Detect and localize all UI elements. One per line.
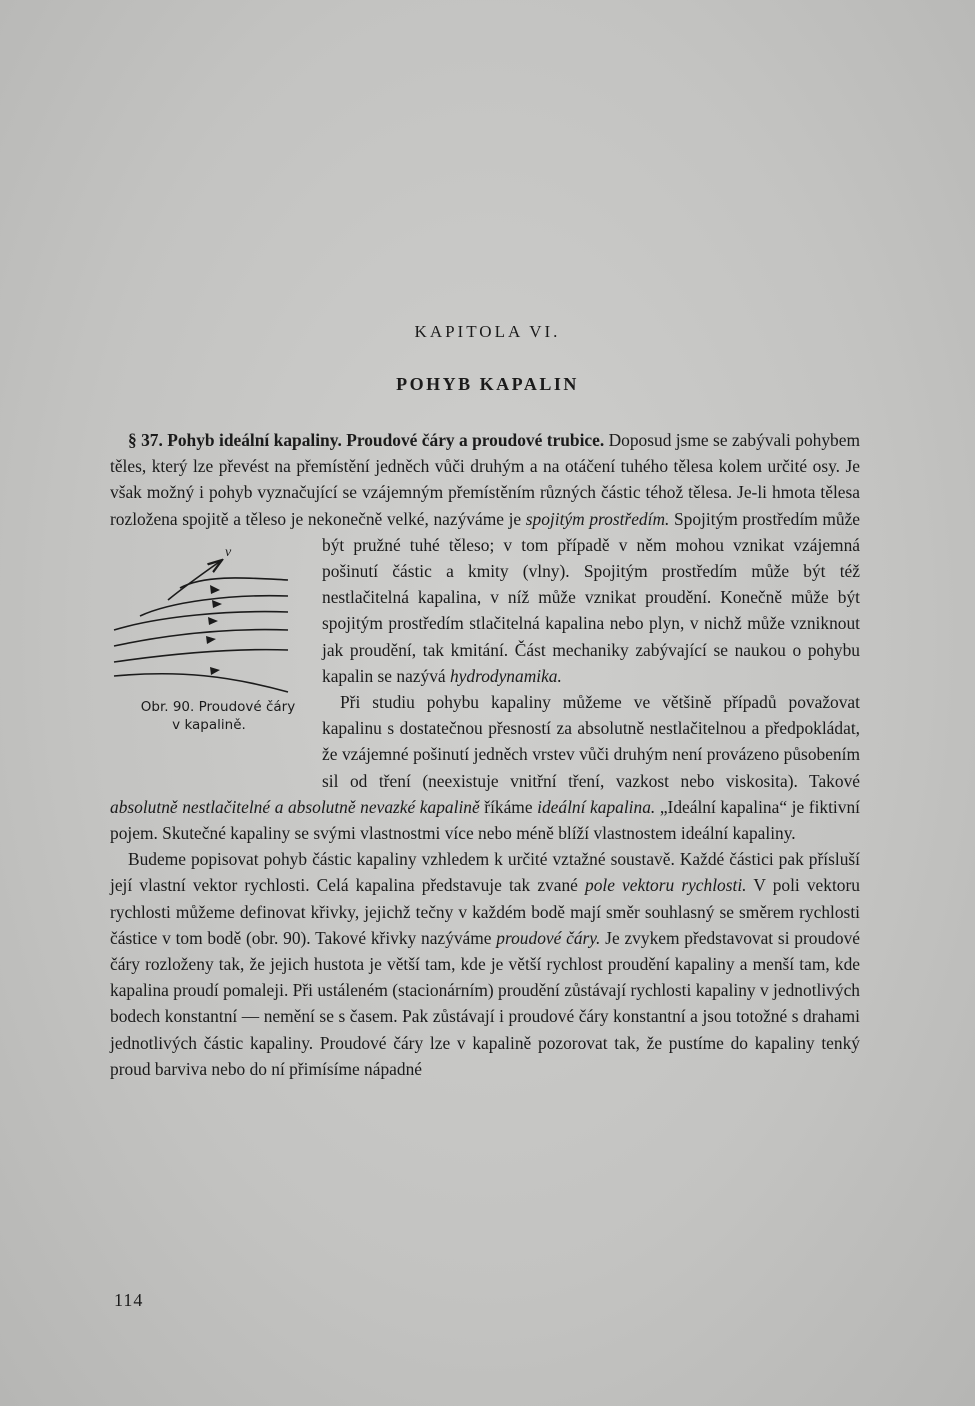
term-spojite-prostredi: spojitým prostředím. bbox=[525, 508, 670, 529]
chapter-label: KAPITOLA VI. bbox=[414, 322, 561, 341]
p2-text-mid: říkáme bbox=[479, 796, 538, 817]
p3-text-start: Budeme popisovat pohyb částic kapaliny vzhledem k určité vztažné soustavě. Každé částici pak přísluší její vlastní vektor rychlosti. Celá kapalina představuje tak zvané bbox=[110, 849, 860, 896]
p1-text-cont: Spojitým prostředím může být pružné tuhé těleso; v tom případě v něm mohou vznikat vzájemná pošinutí částic a kmity (vlny). Spojitým prostředím může být též nestlačitelná kapalina, v níž může vznikat proudění. Konečně může být spojitým prostředím stlačitelná kapalina nebo plyn, v nichž může vzniknout jak proudění, tak kmitání. Část mechaniky zabývající se naukou o pohybu kapalin se nazývá bbox=[322, 508, 861, 686]
body-text bbox=[110, 427, 860, 1082]
paragraph-3 bbox=[110, 846, 860, 1082]
p3-text-end: Je zvykem představovat si proudové čáry rozloženy tak, že jejich hustota je větší tam, kde je větší rychlost proudění kapaliny a menší tam, kde kapalina proudí pomaleji. Při ustáleném (stacionárním) proudění zůstávají rychlosti kapaliny v jednotlivých bodech konstantní — nemění se s časem. Pak zůstávají i proudové čáry konstantní a jsou totožné s drahami jednotlivých částic kapaliny. Proudové čáry lze v kapalině pozorovat tak, že pustíme do kapaliny tenký proud barviva nebo do ní přimísíme nápadné bbox=[110, 927, 860, 1079]
paragraph-1 bbox=[110, 427, 861, 733]
chapter-title: POHYB KAPALIN bbox=[396, 374, 579, 394]
section-heading: § 37. Pohyb ideální kapaliny. Proudové čáry a proudové trubice. bbox=[128, 430, 605, 450]
term-proudove-cary: proudové čáry. bbox=[496, 927, 601, 948]
caption-line-1: Obr. 90. Proudové čáry bbox=[140, 698, 296, 715]
streamlines-diagram bbox=[110, 544, 308, 704]
p1-text-start: Doposud jsme se zabývali pohybem těles, který lze převést na přemístění jedněch vůči druhým a na otáčení tuhého tělesa kolem určité osy. Je však možný i pohyb vyznačující se vzájemným přemístěním různých částic téhož tělesa. Je-li hmota tělesa rozložena spojitě a těleso je nekonečně velké, nazýváme je bbox=[110, 430, 860, 529]
caption-line-2: v kapalině. bbox=[172, 716, 246, 733]
streamline-4 bbox=[114, 629, 288, 645]
figure-caption bbox=[110, 698, 308, 734]
p2-text-end: „Ideální kapalina“ je fiktivní pojem. Skutečné kapaliny se svými vlastnostmi více nebo méně blíží vlastnostem ideální kapaliny. bbox=[110, 796, 860, 844]
p2-text-start: Při studiu pohybu kapaliny můžeme ve většině případů považovat kapalinu s dostatečnou přesností za absolutně nestlačitelnou a předpokládat, že vzájemné pošinutí jedněch vrstev vůči druhým není provázeno působením sil od tření (neexistuje vnitřní tření, vazkost nebo viskosita). Takové bbox=[322, 692, 860, 791]
term-pole-vektoru: pole vektoru rychlosti. bbox=[585, 875, 747, 896]
streamline-1 bbox=[168, 560, 222, 600]
p3-text-mid: V poli vektoru rychlosti můžeme definovat křivky, jejichž tečny v každém bodě mají směr souhlasný se směrem rychlosti částice v tom bodě (obr. 90). Takové křivky nazýváme bbox=[110, 875, 860, 948]
term-hydrodynamika: hydrodynamika. bbox=[449, 665, 562, 686]
term-idealni-kapalina: ideální kapalina. bbox=[537, 796, 656, 817]
streamline-5 bbox=[114, 649, 288, 661]
figure-90 bbox=[110, 532, 308, 768]
streamline-3 bbox=[114, 611, 288, 629]
velocity-label: v bbox=[225, 544, 232, 560]
page-number: 114 bbox=[114, 1290, 144, 1310]
term-absolutne: absolutně nestlačitelné a absolutně nevazké kapalině bbox=[110, 796, 480, 817]
streamline-6 bbox=[114, 674, 288, 692]
